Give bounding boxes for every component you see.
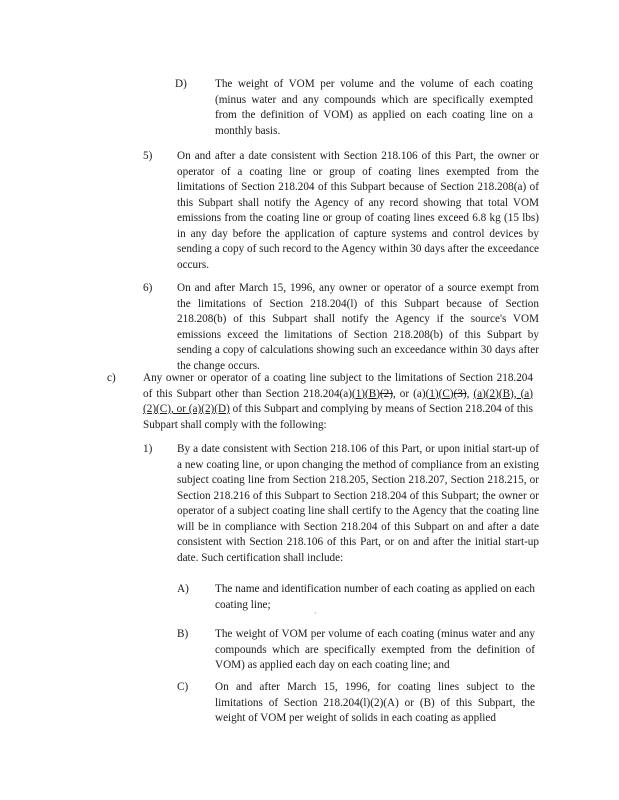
item-label: C) bbox=[177, 681, 189, 693]
item-text: The weight of VOM per volume of each coating (minus water and any compounds which are specifically exempted from the definition of VOM) as applied each day on each coating line; and bbox=[215, 628, 535, 671]
text-run: of this Subpart and complying by means of Section 218.204 of this Subpart shall comply with the following: bbox=[143, 403, 533, 431]
item-label: A) bbox=[177, 583, 189, 595]
deleted-text: (2) bbox=[379, 387, 393, 400]
item-label: D) bbox=[175, 78, 187, 90]
text-run: , or (a) bbox=[392, 387, 426, 400]
item-text: On and after a date consistent with Section 218.106 of this Part, the owner or operator of a coating line or group of coating lines exempted from the limitations of Section 218.204 of this Subpart because of Section 218.208(a) of this Subpart shall notify the Agency of any record showing that total VOM emissions from the coating line or group of coating lines exceed 6.8 kg (15 lbs) in any day before the application of capture systems and control devices by sending a copy of such record to the Agency within 30 days after the exceedance occurs. bbox=[177, 150, 539, 271]
item-label: B) bbox=[177, 628, 189, 640]
item-text: The weight of VOM per volume and the volume of each coating (minus water and any compounds which are specifically exempted from the definition of VOM) as applied on each coating line on a monthly basis. bbox=[215, 78, 533, 137]
item-text: The name and identification number of each coating as applied on each coating line; bbox=[215, 583, 535, 611]
item-label: 6) bbox=[143, 282, 153, 294]
inserted-text: (1)(B) bbox=[351, 387, 380, 400]
deleted-text: (3) bbox=[453, 387, 467, 400]
item-text: On and after March 15, 1996, any owner or operator of a source exempt from the limitations of Section 218.204(l) of this Subpart because of Section 218.208(b) of this Subpart shall notify the Agency if the source's VOM emissions exceed the limitations of Section 218.208(b) of this Subpart by sending a copy of calculations showing such an exceedance within 30 days after the change occurs. bbox=[177, 282, 539, 372]
item-label: 1) bbox=[143, 443, 153, 455]
inserted-text: (1)(C) bbox=[425, 387, 454, 400]
item-text: By a date consistent with Section 218.106 of this Part, or upon initial start-up of a new coating line, or upon changing the method of compliance from an existing subject coating line from Section 218.205, Section 218.207, Section 218.215, or Section 218.216 of this Subpart to Section 218.204 of this Subpart; the owner or operator of a subject coating line shall certify to the Agency that the coating line will be in compliance with Section 218.204 of this Subpart on and after a date consistent with Section 218.106 of this Part, or on and after the initial start-up date. Such certification shall include: bbox=[177, 443, 539, 564]
item-label: 5) bbox=[143, 150, 153, 162]
item-label: c) bbox=[107, 372, 116, 384]
item-text: On and after March 15, 1996, for coating lines subject to the limitations of Section 218.204(l)(2)(A) or (B) of this Subpart, the weight of VOM per weight of solids in each coating as applied bbox=[215, 681, 535, 724]
scan-speck: · bbox=[314, 609, 317, 618]
item-text bbox=[143, 371, 533, 433]
text-run: , bbox=[466, 387, 470, 400]
text-run: Any owner or operator of a coating line subject to the limitations of Section 218.204 of this Subpart other than Section 218.204(a) bbox=[143, 372, 533, 400]
inserted-text: (a)(2)(B), (a)(2)(C), or (a)(2)(D) bbox=[143, 387, 533, 415]
